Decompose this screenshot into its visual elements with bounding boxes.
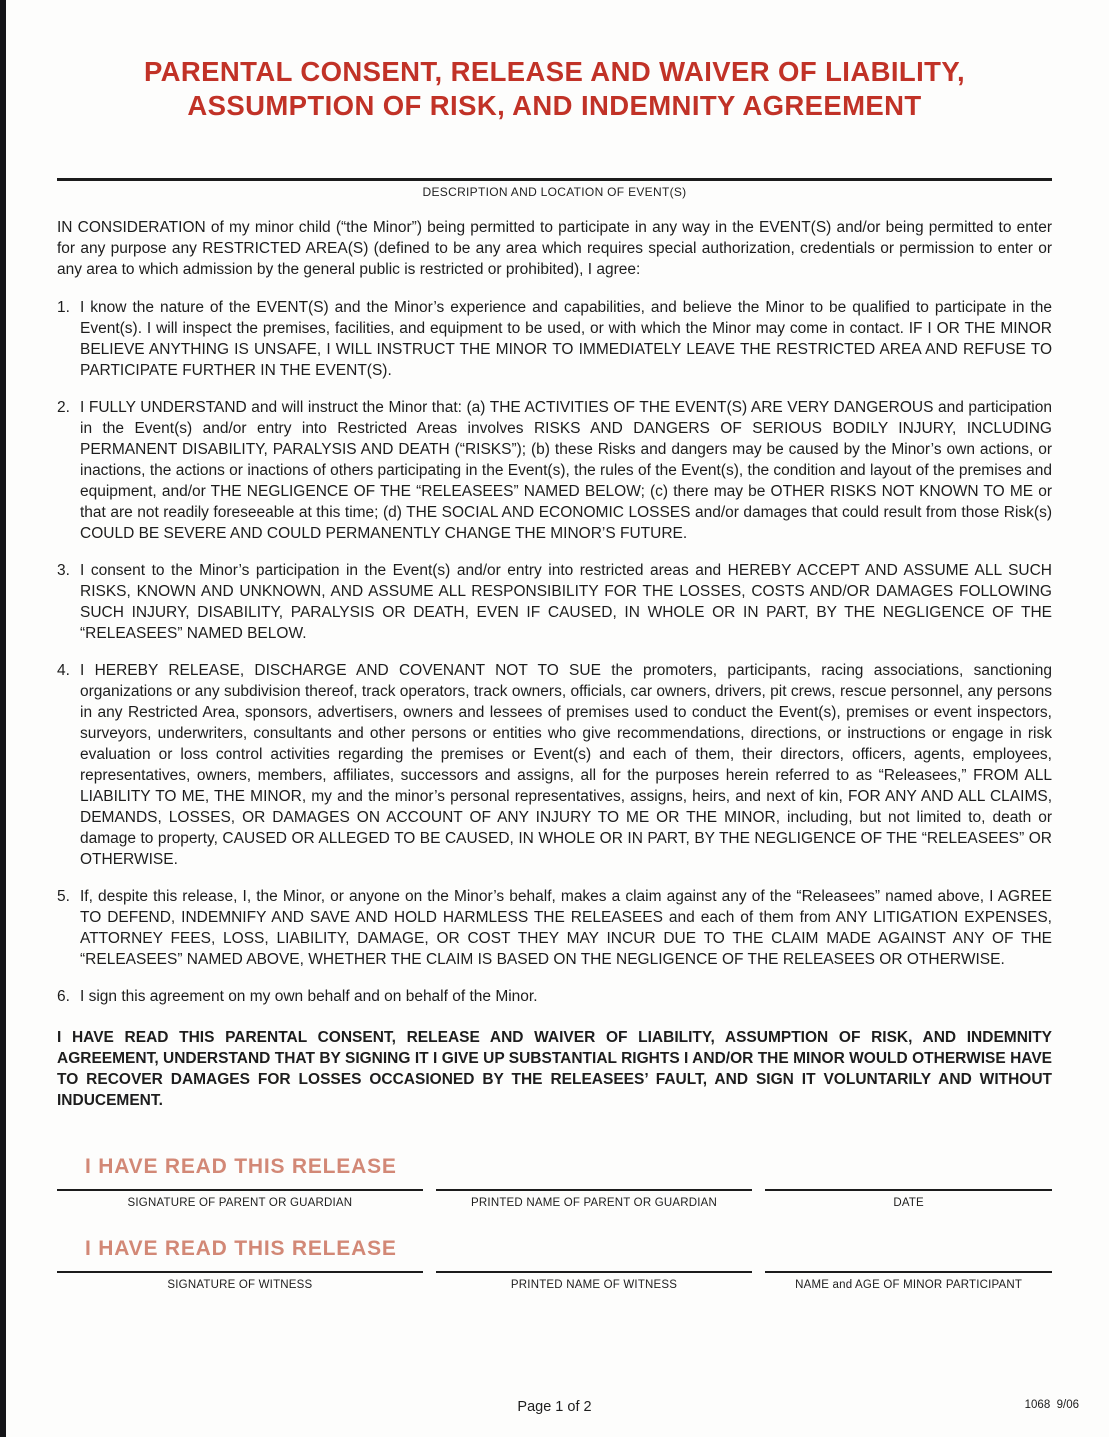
minor-name-age-label: NAME and AGE OF MINOR PARTICIPANT: [795, 1279, 1023, 1292]
clause-number: 6.: [57, 988, 70, 1006]
parent-printed-name-field[interactable]: [436, 1189, 752, 1209]
form-number: 1068 9/06: [1024, 1399, 1079, 1411]
signature-section: [57, 1155, 1052, 1291]
page-number: Page 1 of 2: [517, 1399, 592, 1415]
date-field[interactable]: [765, 1189, 1052, 1209]
clause-text: I consent to the Minor’s participation in the Event(s) and/or entry into restricted areas and HEREBY ACCEPT AND ASSUME ALL SUCH RISKS, KNOWN AND UNKNOWN, AND ASSUME ALL RESPONSIBILITY FOR THE LOSSES, COSTS AND/OR DAMAGES FOLLOWING SUCH INJURY, DISABILITY, PARALYSIS OR DEATH, EVEN IF CAUSED, IN WHOLE OR IN PART, BY THE NEGLIGENCE OF THE “RELEASEES” NAMED BELOW.: [80, 562, 1052, 643]
clause-item-6: [57, 986, 1052, 1007]
scan-edge-strip: [0, 0, 6, 1437]
clause-number: 3.: [57, 562, 70, 580]
minor-name-age-line[interactable]: [765, 1271, 1052, 1273]
parent-signature-line[interactable]: [57, 1189, 423, 1191]
read-release-stamp-2: I HAVE READ THIS RELEASE: [85, 1237, 397, 1261]
clause-item-1: [57, 297, 1052, 381]
page-title-line1: PARENTAL CONSENT, RELEASE AND WAIVER OF LIABILITY,: [143, 56, 966, 87]
clause-number: 4.: [57, 662, 70, 680]
clause-text: I FULLY UNDERSTAND and will instruct the Minor that: (a) THE ACTIVITIES OF THE EVENT(S) ARE VERY DANGEROUS and participation in the Event(s) and/or entry into Restricted Areas involves RISKS AND DANGERS OF SERIOUS BODILY INJURY, INCLUDING PERMANENT DISABILITY, PARALYSIS AND DEATH (“RISKS”); (b) these Risks and dangers may be caused by the Minor’s own actions, or inactions, the actions or inactions of others participating in the Event(s), the rules of the Event(s), the condition and layout of the premises and equipment, and/or THE NEGLIGENCE OF THE “RELEASEES” NAMED BELOW; (c) there may be OTHER RISKS NOT KNOWN TO ME or that are not readily foreseeable at this time; (d) THE SOCIAL AND ECONOMIC LOSSES and/or damages that could result from those Risk(s) COULD BE SEVERE AND COULD PERMANENTLY CHANGE THE MINOR’S FUTURE.: [80, 399, 1052, 543]
clause-number: 1.: [57, 299, 70, 317]
clause-item-3: [57, 560, 1052, 644]
witness-signature-field[interactable]: [57, 1271, 423, 1291]
clause-item-4: [57, 660, 1052, 870]
event-description-fill-line[interactable]: [57, 178, 1052, 181]
read-release-stamp-1: I HAVE READ THIS RELEASE: [85, 1155, 397, 1179]
page-title: [57, 55, 1052, 122]
intro-paragraph: IN CONSIDERATION of my minor child (“the Minor”) being permitted to participate in any way in the EVENT(S) and/or being permitted to enter for any purpose any RESTRICTED AREA(S) (defined to be any area which requires special authorization, credentials or permission to enter or any area to which admission by the general public is restricted or prohibited), I agree:: [57, 219, 1052, 279]
signature-row-witness: [57, 1271, 1052, 1291]
page-title-line2: ASSUMPTION OF RISK, AND INDEMNITY AGREEMENT: [187, 89, 922, 121]
minor-name-age-field[interactable]: [765, 1271, 1052, 1291]
witness-printed-name-label: PRINTED NAME OF WITNESS: [510, 1279, 678, 1292]
clause-list: [57, 297, 1052, 1007]
clause-item-5: [57, 886, 1052, 970]
clause-text: I HEREBY RELEASE, DISCHARGE AND COVENANT NOT TO SUE the promoters, participants, racing associations, sanctioning organizations or any subdivision thereof, track operators, track owners, officials, car owners, drivers, pit crews, rescue personnel, any persons in any Restricted Area, sponsors, advertisers, owners and lessees of premises used to conduct the Event(s), premises or event inspectors, surveyors, underwriters, consultants and other persons or entities who give recommendations, directions, or instructions or engage in risk evaluation or loss control activities regarding the premises or Event(s) and each of them, their directors, officers, agents, employees, representatives, owners, members, affiliates, successors and assigns, all for the purposes herein referred to as “Releasees,” FROM ALL LIABILITY TO ME, THE MINOR, my and the minor’s personal representatives, assigns, heirs, and next of kin, FOR ANY AND ALL CLAIMS, DEMANDS, LOSSES, OR DAMAGES ON ACCOUNT OF ANY INJURY TO ME OR THE MINOR, including, but not limited to, death or damage to property, CAUSED OR ALLEGED TO BE CAUSED, IN WHOLE OR IN PART, BY THE NEGLIGENCE OF THE “RELEASEES” OR OTHERWISE.: [80, 662, 1052, 869]
witness-printed-name-field[interactable]: [436, 1271, 752, 1291]
event-description-label: DESCRIPTION AND LOCATION OF EVENT(S): [422, 185, 687, 200]
signature-row-parent: [57, 1189, 1052, 1209]
witness-signature-line[interactable]: [57, 1271, 423, 1273]
clause-text: I know the nature of the EVENT(S) and the Minor’s experience and capabilities, and believe the Minor to be qualified to participate in the Event(s). I will inspect the premises, facilities, and equipment to be used, or with which the Minor may come in contact. IF I OR THE MINOR BELIEVE ANYTHING IS UNSAFE, I WILL INSTRUCT THE MINOR TO IMMEDIATELY LEAVE THE RESTRICTED AREA AND REFUSE TO PARTICIPATE FURTHER IN THE EVENT(S).: [80, 299, 1052, 380]
event-description-field[interactable]: [57, 178, 1052, 199]
acknowledgment-paragraph: I HAVE READ THIS PARENTAL CONSENT, RELEASE AND WAIVER OF LIABILITY, ASSUMPTION OF RISK, AND INDEMNITY AGREEMENT, UNDERSTAND THAT BY SIGNING IT I GIVE UP SUBSTANTIAL RIGHTS I AND/OR THE MINOR WOULD OTHERWISE HAVE TO RECOVER DAMAGES FOR LOSSES OCCASIONED BY THE RELEASEES’ FAULT, AND SIGN IT VOLUNTARILY AND WITHOUT INDUCEMENT.: [57, 1029, 1052, 1110]
clause-text: I sign this agreement on my own behalf and on behalf of the Minor.: [80, 988, 538, 1006]
clause-item-2: [57, 397, 1052, 544]
clause-number: 2.: [57, 399, 70, 417]
clause-text: If, despite this release, I, the Minor, or anyone on the Minor’s behalf, makes a claim against any of the “Releasees” named above, I AGREE TO DEFEND, INDEMNIFY AND SAVE AND HOLD HARMLESS THE RELEASEES and each of them from ANY LITIGATION EXPENSES, ATTORNEY FEES, LOSS, LIABILITY, DAMAGE, OR COST THEY MAY INCUR DUE TO THE CLAIM MADE AGAINST ANY OF THE “RELEASEES” NAMED ABOVE, WHETHER THE CLAIM IS BASED ON THE NEGLIGENCE OF THE RELEASEES OR OTHERWISE.: [80, 888, 1052, 969]
parent-signature-field[interactable]: [57, 1189, 423, 1209]
witness-printed-name-line[interactable]: [436, 1271, 752, 1273]
clause-number: 5.: [57, 888, 70, 906]
witness-signature-label: SIGNATURE OF WITNESS: [167, 1279, 313, 1292]
parent-printed-name-line[interactable]: [436, 1189, 752, 1191]
parent-printed-name-label: PRINTED NAME OF PARENT OR GUARDIAN: [471, 1197, 718, 1210]
parent-signature-label: SIGNATURE OF PARENT OR GUARDIAN: [127, 1197, 353, 1210]
date-label: DATE: [893, 1197, 924, 1210]
date-line[interactable]: [765, 1189, 1052, 1191]
